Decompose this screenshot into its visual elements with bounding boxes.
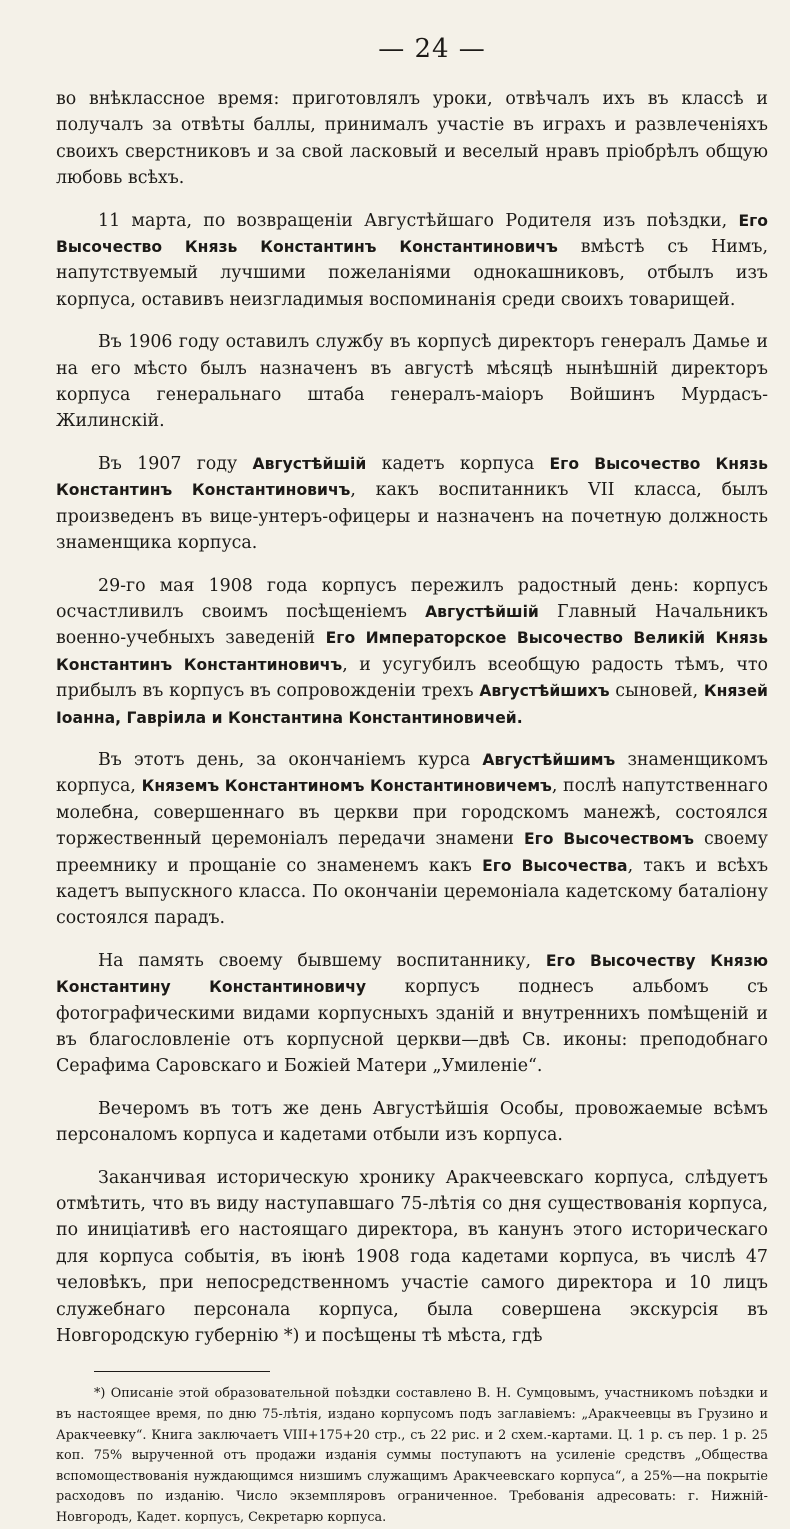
text-run: корпусъ поднесъ альбомъ съ фотографическими видами корпусныхъ зданій и внутреннихъ помѣщеній и въ благословленіе отъ корпусной церкви—двѣ Св. иконы: преподобнаго Серафима Саровскаго и Божіей Матери „Умиленіе“.: [56, 977, 768, 1077]
bold-name: Его Высочествомъ: [523, 830, 694, 849]
paragraph-2: [56, 208, 768, 314]
bold-name: Князей Іоанна, Гавріила и Константина Константиновичей.: [56, 682, 768, 727]
bold-name: Августѣйшій: [252, 454, 367, 473]
text-run: , такъ и всѣхъ кадетъ выпускного класса. По окончаніи церемоніала кадетскому баталіону состоялся парадъ.: [56, 855, 769, 929]
footnote: *) Описаніе этой образовательной поѣздки составлено В. Н. Сумцовымъ, участникомъ поѣздки и въ настоящее время, по дню 75-лѣтія, издано корпусомъ подъ заглавіемъ: „Аракчеевцы въ Грузино и Аракчеевку“. Книга заключаетъ VIII+175+20 стр., съ 22 рис. и 2 схем.-картами. Ц. 1 р. съ пер. 1 р. 25 коп. 75% вырученной отъ продажи изданія суммы поступаютъ на усиленіе средствъ „Общества вспомоществованія нуждающимся низшимъ служащимъ Аракчеевскаго корпуса“, а 25%—на покрытіе расходовъ по изданію. Число экземпляровъ ограниченное. Требованія адресовать: г. Нижній-Новгородъ, Кадет. корпусъ, Секретарю корпуса.: [56, 1386, 768, 1526]
text-run: 11 марта, по возвращеніи Августѣйшаго Родителя изъ поѣздки,: [98, 210, 739, 231]
paragraph-5: [56, 573, 768, 731]
paragraph-3: Въ 1906 году оставилъ службу въ корпусѣ директоръ генералъ Дамье и на его мѣсто былъ назначенъ въ августѣ мѣсяцѣ нынѣшній директоръ корпуса генеральнаго штаба генералъ-маіоръ Войшинъ Мурдасъ-Жилинскій.: [56, 332, 768, 432]
paragraph-6: [56, 747, 768, 932]
bold-name: Его Высочество Князь Константинъ Константиновичъ: [56, 211, 768, 257]
paragraph-1: во внѣклассное время: приготовлялъ уроки, отвѣчалъ ихъ въ классѣ и получалъ за отвѣты баллы, принималъ участіе въ играхъ и развлеченіяхъ своихъ сверстниковъ и за свой ласковый и веселый нравъ пріобрѣлъ общую любовь всѣхъ.: [56, 89, 768, 189]
bold-name: Его Высочества: [482, 856, 628, 875]
paragraph-8: Вечеромъ въ тотъ же день Августѣйшія Особы, провожаемые всѣмъ персоналомъ корпуса и кадетами отбыли изъ корпуса.: [56, 1098, 768, 1146]
text-run: , какъ воспитанникъ VII класса, былъ произведенъ въ вице-унтеръ-офицеры и назначенъ на почетную должность знаменщика корпуса.: [56, 480, 768, 554]
bold-name: Его Высочеству Князю Константину Константиновичу: [56, 951, 768, 997]
text-run: своему преемнику и прощаніе со знаменемъ какъ: [56, 829, 768, 876]
page-number: — 24 —: [378, 34, 486, 64]
footnote-divider: [94, 1371, 270, 1372]
paragraph-4: [56, 451, 768, 557]
bold-name: Августѣйшій: [425, 602, 539, 621]
bold-name: Его Императорское Высочество Великій Князь Константинъ Константиновичъ: [56, 629, 768, 674]
paragraph-9: Заканчивая историческую хронику Аракчеевскаго корпуса, слѣдуетъ отмѣтить, что въ виду наступавшаго 75-лѣтія со дня существованія корпуса, по иниціативѣ его настоящаго директора, въ канунъ этого историческаго для корпуса событія, въ іюнѣ 1908 года кадетами корпуса, въ числѣ 47 человѣкъ, при непосредственномъ участіе самого директора и 10 лицъ служебнаго персонала корпуса, была совершена экскурсія въ Новгородскую губернію *) и посѣщены тѣ мѣста, гдѣ: [56, 1167, 768, 1347]
text-run: 29-го мая 1908 года корпусъ пережилъ радостный день: корпусъ осчастливилъ своимъ посѣщеніемъ: [56, 575, 768, 622]
text-run: кадетъ корпуса: [366, 453, 550, 474]
bold-name: Княземъ Константиномъ Константиновичемъ: [141, 777, 552, 796]
text-run: сыновей,: [609, 681, 704, 702]
text-run: Главный Начальникъ военно-учебныхъ заведеній: [56, 601, 768, 649]
text-run: , и усугубилъ всеобщую радость тѣмъ, что прибылъ въ корпусъ въ сопровожденіи трехъ: [56, 654, 768, 702]
bold-name: Августѣйшихъ: [479, 682, 610, 701]
text-run: Въ этотъ день, за окончаніемъ курса: [98, 749, 483, 770]
text-run: знаменщикомъ корпуса,: [56, 749, 768, 797]
text-run: На память своему бывшему воспитаннику,: [98, 950, 546, 971]
text-run: Въ 1907 году: [98, 453, 253, 474]
text-run: вмѣстѣ съ Нимъ, напутствуемый лучшими пожеланіями однокашниковъ, отбылъ изъ корпуса, оставивъ неизгладимыя воспоминанія среди своихъ товарищей.: [56, 237, 768, 310]
text-run: , послѣ напутственнаго молебна, совершеннаго въ церкви при городскомъ манежѣ, состоялся торжественный церемоніалъ передачи знамени: [56, 776, 768, 850]
bold-name: Августѣйшимъ: [482, 750, 616, 769]
bold-name: Его Высочество Князь Константинъ Константиновичъ: [56, 454, 768, 500]
paragraph-7: [56, 948, 768, 1080]
